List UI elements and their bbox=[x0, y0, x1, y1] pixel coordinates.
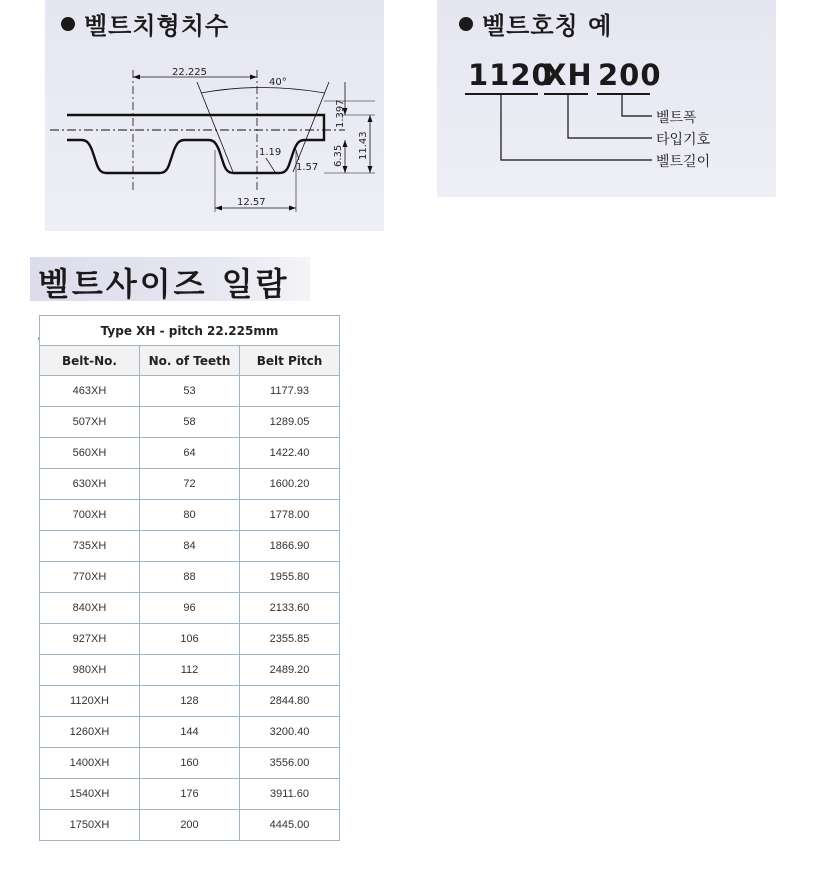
teeth-cell: 106 bbox=[140, 624, 240, 655]
belt-size-table bbox=[39, 315, 340, 841]
teeth-cell: 58 bbox=[140, 407, 240, 438]
size-table-heading bbox=[30, 257, 310, 301]
table-caption: Type XH - pitch 22.225mm bbox=[40, 316, 340, 346]
belt-no-cell: 1260XH bbox=[40, 717, 140, 748]
belt-no-cell: 927XH bbox=[40, 624, 140, 655]
table-body bbox=[40, 376, 340, 841]
designation-title-text: 벨트호칭 예 bbox=[482, 12, 613, 40]
column-header-pitch: Belt Pitch bbox=[240, 346, 340, 376]
belt-no-cell: 463XH bbox=[40, 376, 140, 407]
teeth-cell: 160 bbox=[140, 748, 240, 779]
belt-no-cell: 507XH bbox=[40, 407, 140, 438]
table-row bbox=[40, 376, 340, 407]
tip-radius-label: 1.57 bbox=[296, 162, 319, 173]
belt-profile-outline bbox=[67, 115, 324, 173]
belt-no-cell: 840XH bbox=[40, 593, 140, 624]
designation-leaders bbox=[437, 0, 776, 197]
table-row bbox=[40, 810, 340, 841]
table-row bbox=[40, 500, 340, 531]
table-row bbox=[40, 717, 340, 748]
pitch-dimension-label: 22.225 bbox=[172, 67, 207, 78]
teeth-cell: 200 bbox=[140, 810, 240, 841]
pitch-cell: 3911.60 bbox=[240, 779, 340, 810]
belt-no-cell: 1540XH bbox=[40, 779, 140, 810]
pitch-cell: 1600.20 bbox=[240, 469, 340, 500]
pitch-cell: 1866.90 bbox=[240, 531, 340, 562]
pitch-cell: 2133.60 bbox=[240, 593, 340, 624]
pitch-cell: 2355.85 bbox=[240, 624, 340, 655]
pitch-cell: 1289.05 bbox=[240, 407, 340, 438]
belt-no-cell: 1400XH bbox=[40, 748, 140, 779]
belt-thickness-label: 6.35 bbox=[333, 144, 344, 167]
teeth-cell: 80 bbox=[140, 500, 240, 531]
total-thickness-label: 11.43 bbox=[358, 131, 369, 160]
teeth-cell: 96 bbox=[140, 593, 240, 624]
column-header-teeth: No. of Teeth bbox=[140, 346, 240, 376]
pitch-cell: 1778.00 bbox=[240, 500, 340, 531]
tooth-profile-diagram bbox=[45, 0, 384, 231]
tooth-height-label: 1.397 bbox=[335, 99, 346, 128]
table-row bbox=[40, 562, 340, 593]
belt-no-cell: 1750XH bbox=[40, 810, 140, 841]
angle-dimension-label: 40° bbox=[269, 77, 287, 88]
pitch-cell: 4445.00 bbox=[240, 810, 340, 841]
pitch-cell: 1955.80 bbox=[240, 562, 340, 593]
root-radius-label: 1.19 bbox=[259, 147, 282, 158]
belt-no-cell: 1120XH bbox=[40, 686, 140, 717]
belt-no-cell: 770XH bbox=[40, 562, 140, 593]
teeth-cell: 64 bbox=[140, 438, 240, 469]
designation-type-code: XH bbox=[544, 58, 593, 92]
pitch-cell: 3200.40 bbox=[240, 717, 340, 748]
table-row bbox=[40, 748, 340, 779]
pitch-cell: 2844.80 bbox=[240, 686, 340, 717]
type-symbol-label: 타입기호 bbox=[656, 132, 711, 148]
belt-no-cell: 630XH bbox=[40, 469, 140, 500]
teeth-cell: 128 bbox=[140, 686, 240, 717]
size-table-heading-text: 벨트사이즈 일람 bbox=[38, 265, 290, 303]
tooth-profile-title-text: 벨트치형치수 bbox=[84, 12, 230, 40]
table-row bbox=[40, 655, 340, 686]
pitch-cell: 2489.20 bbox=[240, 655, 340, 686]
teeth-cell: 112 bbox=[140, 655, 240, 686]
teeth-cell: 72 bbox=[140, 469, 240, 500]
belt-no-cell: 560XH bbox=[40, 438, 140, 469]
belt-no-cell: 735XH bbox=[40, 531, 140, 562]
designation-panel bbox=[437, 0, 776, 197]
table-row bbox=[40, 531, 340, 562]
designation-length-code: 1120 bbox=[468, 58, 553, 92]
pitch-cell: 3556.00 bbox=[240, 748, 340, 779]
pitch-cell: 1177.93 bbox=[240, 376, 340, 407]
teeth-cell: 84 bbox=[140, 531, 240, 562]
teeth-cell: 144 bbox=[140, 717, 240, 748]
column-header-belt-no: Belt-No. bbox=[40, 346, 140, 376]
designation-width-code: 200 bbox=[598, 58, 662, 92]
belt-no-cell: 980XH bbox=[40, 655, 140, 686]
tooth-profile-panel bbox=[45, 0, 384, 231]
table-row bbox=[40, 438, 340, 469]
tooth-width-label: 12.57 bbox=[237, 197, 266, 208]
table-row bbox=[40, 779, 340, 810]
table-row bbox=[40, 624, 340, 655]
belt-no-cell: 700XH bbox=[40, 500, 140, 531]
table-row bbox=[40, 469, 340, 500]
belt-length-label: 벨트길이 bbox=[656, 154, 711, 170]
teeth-cell: 53 bbox=[140, 376, 240, 407]
teeth-cell: 88 bbox=[140, 562, 240, 593]
table-row bbox=[40, 407, 340, 438]
table-row bbox=[40, 593, 340, 624]
belt-width-label: 벨트폭 bbox=[656, 110, 697, 126]
table-row bbox=[40, 686, 340, 717]
pitch-cell: 1422.40 bbox=[240, 438, 340, 469]
teeth-cell: 176 bbox=[140, 779, 240, 810]
